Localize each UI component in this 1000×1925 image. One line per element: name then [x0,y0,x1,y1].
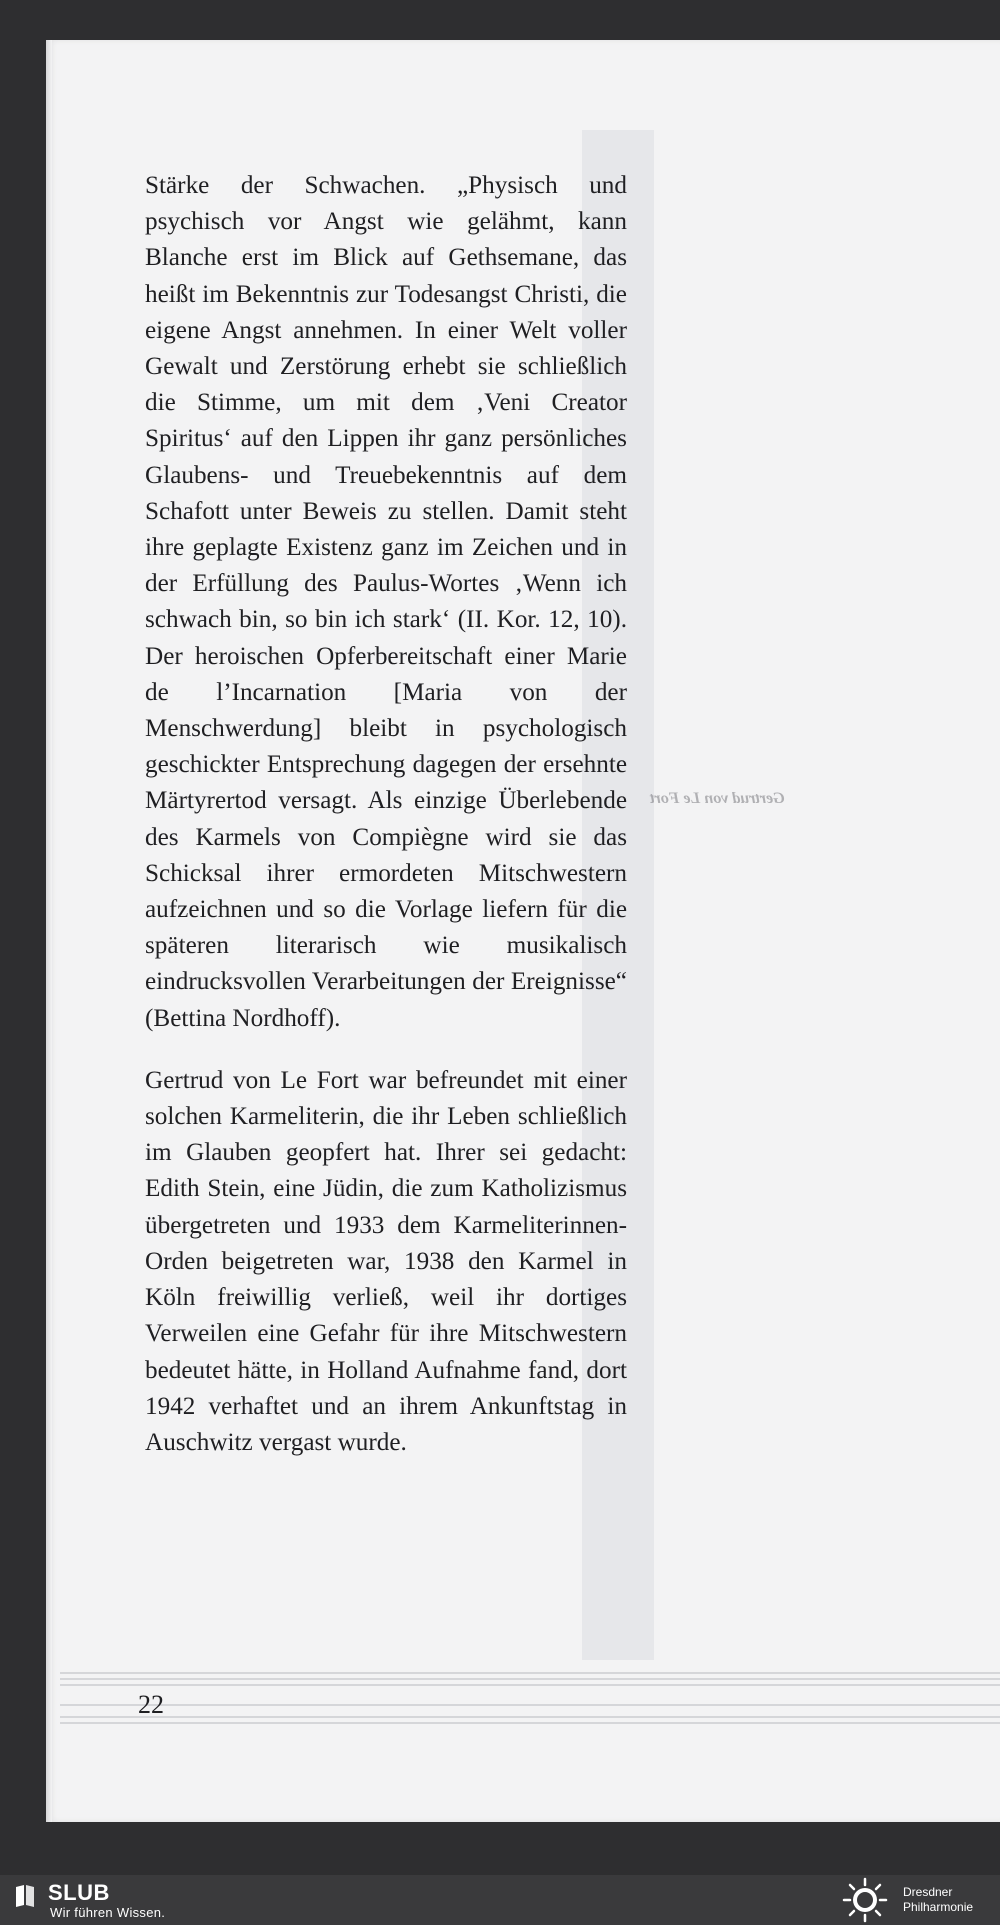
bottom-rule-line [60,1722,1000,1724]
page-number: 22 [138,1690,164,1719]
book-page-icon [14,1884,36,1908]
body-text [145,168,627,1461]
paragraph-2: Gertrud von Le Fort war befreundet mit einer solchen Karmeliterin, die ihr Leben schließlich im Glauben geopfert hat. Ihrer sei gedacht: Edith Stein, eine Jüdin, die zum Katholizismus übergetreten und 1933 dem Karmeliterinnen-Orden beigetreten war, 1938 den Karmel in Köln freiwillig verließ, weil ihr dortiges Verweilen eine Gefahr für ihre Mitschwestern bedeutet hätte, in Holland Aufnahme fand, dort 1942 verhaftet und an ihrem Ankunftstag in Auschwitz vergast wurde. [145,1066,627,1456]
bottom-rule-line [60,1684,1000,1686]
sun-rays-icon [842,1877,888,1923]
library-name[interactable]: SLUB [48,1880,110,1905]
paragraph-1: Stärke der Schwachen. „Physisch und psychisch vor Angst wie gelähmt, kann Blanche erst im Blick auf Gethsemane, das heißt im Bekenntnis zur Todesangst Christi, die eigene Angst annehmen. In einer Welt voller Gewalt und Zerstörung erhebt sie schließlich die Stimme, um mit dem ‚Veni Creator Spiritus‘ auf den Lippen ihr ganz persönliches Glaubens- und Treuebekenntnis auf dem Schafott unter Beweis zu stellen. Damit steht ihre geplagte Existenz ganz im Zeichen und in der Erfüllung des Paulus-Wortes ‚Wenn ich schwach bin, so bin ich stark‘ (II. Kor. 12, 10). Der heroischen Opferbereitschaft einer Marie de l’Incarnation [Maria von der Menschwerdung] bleibt in psychologisch geschickter Entsprechung dagegen der ersehnte Märtyrertod versagt. Als einzige Überlebende des Karmels von Compiègne wird sie das Schicksal ihrer ermordeten Mitschwestern aufzeichnen und so die Vorlage liefern für die späteren literarisch wie musikalisch eindrucksvollen Verarbeitungen der Ereignisse“ (Bettina Nordhoff). [145,172,627,1032]
bottom-rule-line [60,1672,1000,1674]
footer-bar [0,1875,1000,1925]
bottom-rule-line [60,1678,1000,1680]
bottom-rule-line [60,1704,1000,1706]
bottom-rule-line [60,1716,1000,1718]
library-tagline: Wir führen Wissen. [50,1905,166,1920]
partner-name-line1[interactable]: Dresdner [903,1885,953,1899]
page-binding-edge [46,40,52,1822]
bleed-through-heading: Gertrud von Le Fort [650,790,785,807]
partner-name-line2[interactable]: Philharmonie [903,1900,974,1914]
